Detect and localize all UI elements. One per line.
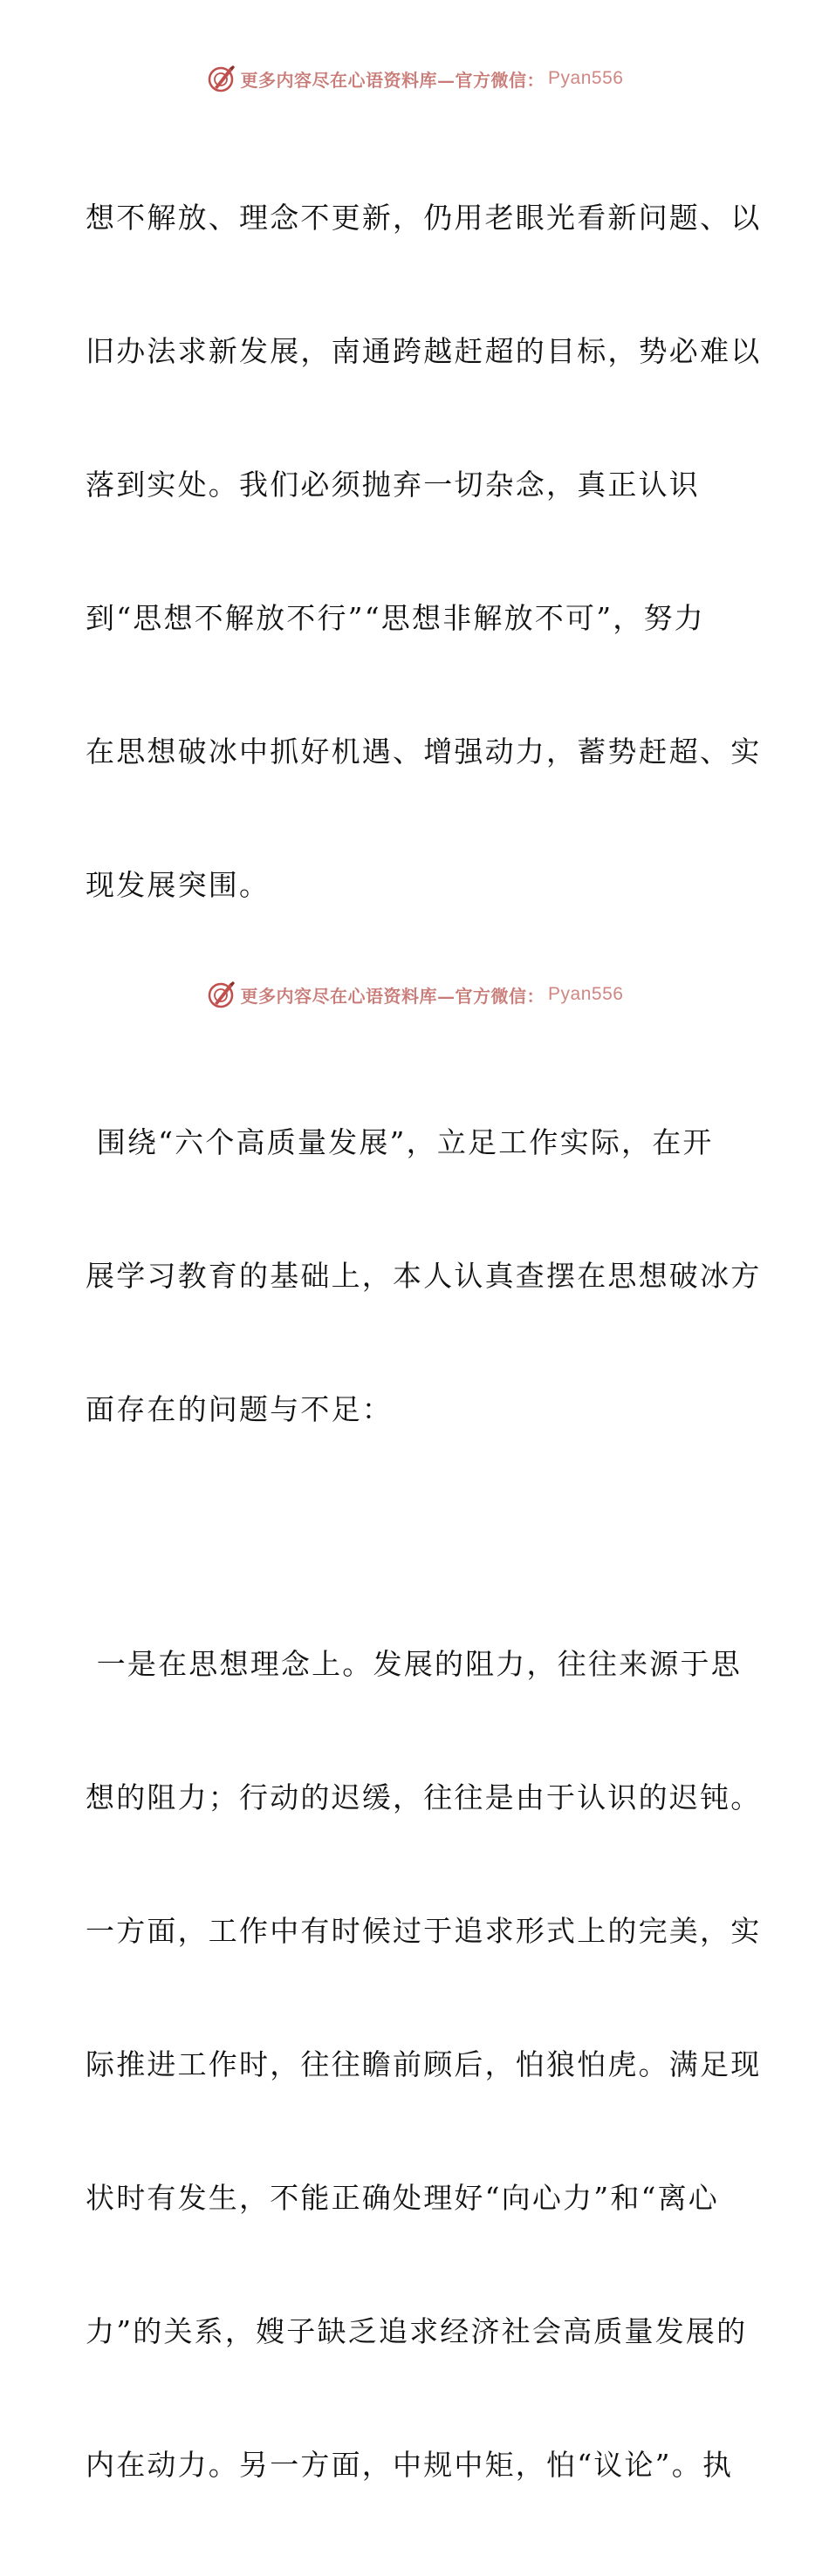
text-line: 内在动力。另一方面，中规中矩，怕“议论”。执 <box>86 2448 734 2482</box>
watermark-handle: Pyan556 <box>548 68 624 88</box>
text-line: 落到实处。我们必须抛弃一切杂念，真正认识 <box>86 468 700 502</box>
text-line: 现发展突围。 <box>86 868 271 902</box>
text-line: 面存在的问题与不足： <box>86 1392 393 1426</box>
text-line: 一是在思想理念上。发展的阻力，往往来源于思 <box>86 1647 742 1681</box>
paragraph <box>86 106 762 996</box>
pen-logo-icon <box>206 979 237 1010</box>
text-line: 状时有发生，不能正确处理好“向心力”和“离心 <box>86 2181 720 2215</box>
watermark-text: 更多内容尽在心语资料库—官方微信： <box>240 985 545 1007</box>
text-line: 展学习教育的基础上，本人认真查摆在思想破冰方 <box>86 1259 762 1293</box>
pen-logo-icon <box>206 63 237 94</box>
document-body <box>86 106 762 2576</box>
text-line: 力”的关系，嫂子缺乏追求经济社会高质量发展的 <box>86 2314 748 2348</box>
text-line: 想的阻力；行动的迟缓，往往是由于认识的迟钝。 <box>86 1780 762 1814</box>
text-line: 围绕“六个高质量发展”，立足工作实际，在开 <box>86 1125 714 1159</box>
text-line: 旧办法求新发展，南通跨越赶超的目标，势必难以 <box>86 334 762 368</box>
text-line: 想不解放、理念不更新，仍用老眼光看新问题、以 <box>86 201 762 235</box>
text-line: 际推进工作时，往往瞻前顾后，怕狼怕虎。满足现 <box>86 2047 762 2081</box>
watermark-footer <box>0 977 829 1012</box>
text-line: 到“思想不解放不行”“思想非解放不可”，努力 <box>86 601 705 635</box>
paragraph <box>86 1553 762 2576</box>
paragraph <box>86 1031 762 1520</box>
watermark-header <box>0 61 829 96</box>
text-line: 一方面，工作中有时候过于追求形式上的完美，实 <box>86 1914 762 1948</box>
text-line: 在思想破冰中抓好机遇、增强动力，蓄势赶超、实 <box>86 735 762 769</box>
watermark-handle: Pyan556 <box>548 984 624 1004</box>
watermark-text: 更多内容尽在心语资料库—官方微信： <box>240 69 545 91</box>
